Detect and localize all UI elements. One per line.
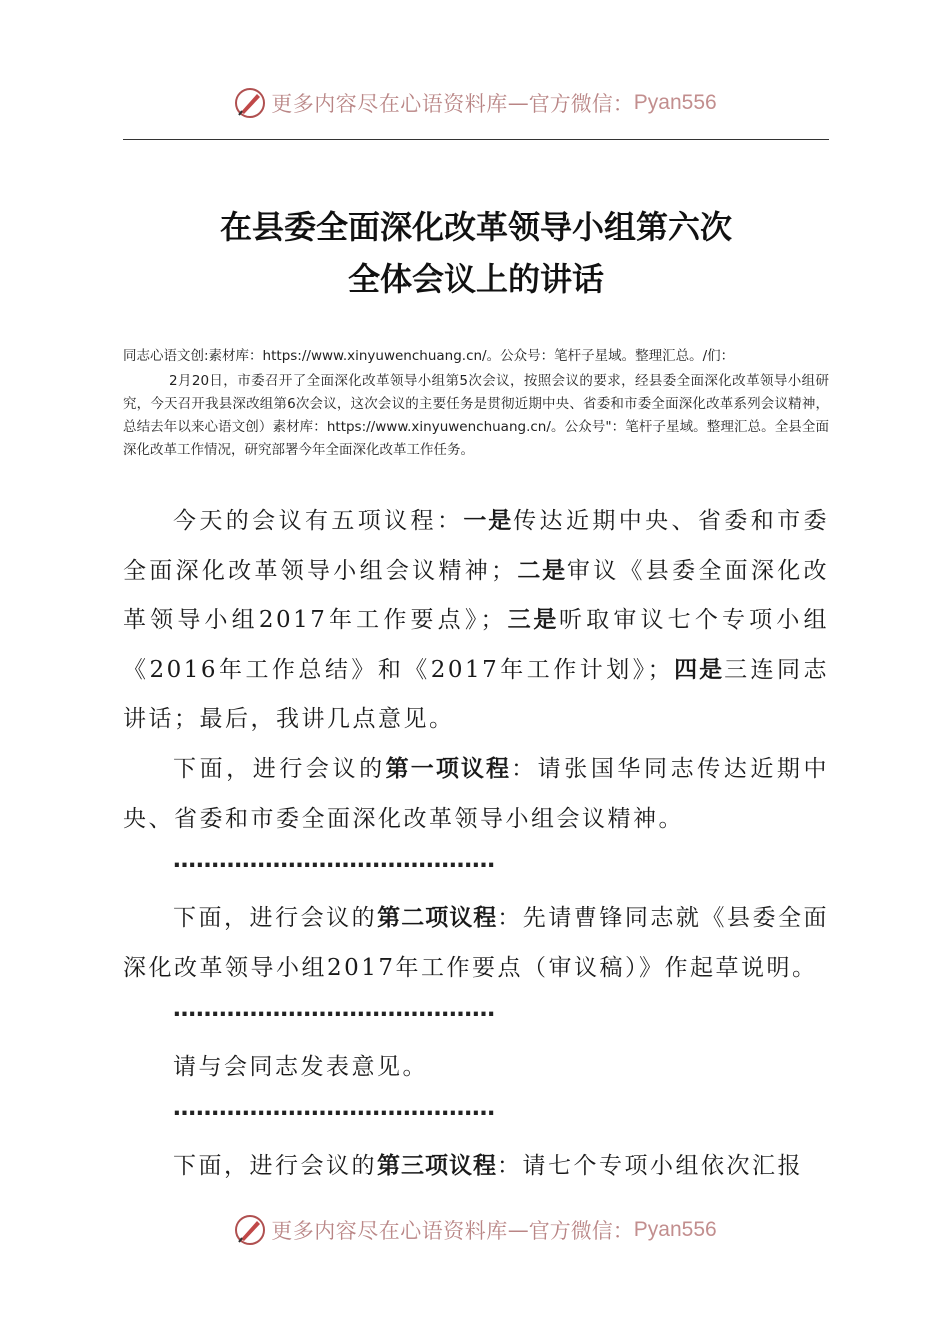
agenda-item-4-marker: 四是 [673,656,725,683]
pen-logo-icon [233,86,267,120]
banner-wechat-id: Pyan556 [633,1218,717,1241]
item-1-lead: 下面，进行会议的 [173,756,386,782]
item-3-lead: 下面，进行会议的 [173,1153,377,1179]
agenda-item-3-marker: 三是 [506,607,560,633]
item-3-label: 第三项议程 [377,1153,497,1179]
agenda-item-4-text: 三连同志讲话；最后，我讲几点意见。 [123,656,830,732]
ellipsis-divider-1: …………………………………… [173,847,495,873]
comment-paragraph: 请与会同志发表意见。 [173,1054,428,1080]
banner-wechat-label: 官方微信： [528,1219,634,1243]
banner-brand-text: 更多内容尽在心语资料库 [271,1219,508,1243]
agenda-item-2-text: 审议《县委全面深化改革领导小组2017年工作要点》； [123,557,830,633]
item-2-text: ：先请曹锋同志就《县委全面深化改革领导小组2017年工作要点（审议稿）》作起草说明。 [123,905,830,981]
agenda-item-2-marker: 二是 [516,557,567,584]
item-1-label: 第一项议程 [385,756,512,782]
item-2-label: 第二项议程 [377,905,498,931]
ellipsis-divider-3: …………………………………… [173,1095,495,1121]
banner-brand-text: 更多内容尽在心语资料库 [271,92,508,116]
agenda-intro-text: 今天的会议有五项议程： [173,508,464,534]
item-1-paragraph [123,745,829,844]
banner-dash: — [507,91,529,115]
banner-wechat-id: Pyan556 [633,91,717,114]
item-2-paragraph [123,894,829,993]
agenda-item-1-text: 传达近期中央、省委和市委全面深化改革领导小组会议精神； [123,508,830,584]
intro-source-line: 同志心语文创:素材库：https://www.xinyuwenchuang.cn/。公众号：笔杆子星域。整理汇总。/们： [123,348,735,364]
intro-paragraph: 2月20日，市委召开了全面深化改革领导小组第5次会议，按照会议的要求，经县委全面深化改革领导小组研究，今天召开我县深改组第6次会议，这次会议的主要任务是贯彻近期中央、省委和市委全面深化改革系列会议精神，总结去年以来心语文创）素材库：https://www.xinyuwenchuang.cn/。公众号"：笔杆子星域。整理汇总。全县全面深化改革工作情况，研究部署今年全面深化改革工作任务。 [123,373,829,458]
pen-logo-icon [233,1213,267,1247]
item-1-text: ：请张国华同志传达近期中央、省委和市委全面深化改革领导小组会议精神。 [123,756,830,832]
footer-watermark-banner [0,1210,950,1250]
document-title-line-2: 全体会议上的讲话 [347,260,604,298]
agenda-item-1-marker: 一是 [463,508,514,534]
item-3-paragraph [123,1142,829,1192]
agenda-item-3-text: 听取审议七个专项小组《2016年工作总结》和《2017年工作计划》； [123,607,829,683]
document-title-line-1: 在县委全面深化改革领导小组第六次 [219,208,732,246]
agenda-paragraph [123,497,829,745]
header-divider [123,139,829,140]
ellipsis-divider-2: …………………………………… [173,996,495,1022]
banner-dash: — [507,1218,529,1242]
banner-wechat-label: 官方微信： [528,92,634,116]
item-3-text: ：请七个专项小组依次汇报 [497,1153,803,1179]
item-2-lead: 下面，进行会议的 [173,905,378,931]
header-watermark-banner [0,83,950,123]
